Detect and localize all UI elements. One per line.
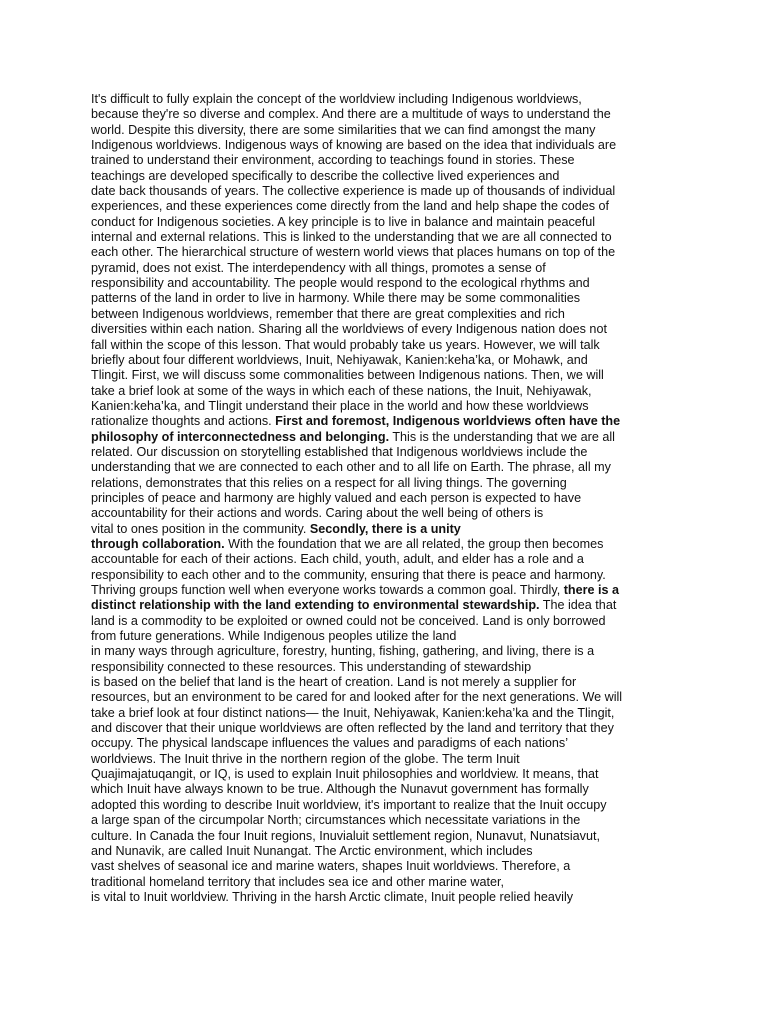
text-line [91,537,691,552]
text-segment: world. Despite this diversity, there are some similarities that we can find amongst the many [91,122,596,137]
text-segment: between Indigenous worldviews, remember that there are great complexities and rich [91,306,565,321]
bold-text-segment: Secondly, there is a unity [309,521,461,536]
text-line [91,859,691,874]
text-line [91,675,691,690]
text-line [91,322,691,337]
bold-text-segment: philosophy of interconnectedness and belonging. [91,429,390,444]
text-segment: patterns of the land in order to live in harmony. While there may be some commonalities [91,291,581,306]
text-segment: take a brief look at four distinct nations— the Inuit, Nehiyawak, Kanien:keha’ka and the Tlingit, [91,705,615,720]
text-segment: conduct for Indigenous societies. A key principle is to live in balance and maintain peaceful [91,214,596,229]
text-segment: responsibility and accountability. The people would respond to the ecological rhythms and [91,276,590,291]
text-line [91,522,691,537]
text-segment: vast shelves of seasonal ice and marine waters, shapes Inuit worldviews. Therefore, a [91,859,571,874]
text-segment: because they're so diverse and complex. And there are a multitude of ways to understand the [91,107,611,122]
text-line [91,629,691,644]
text-line [91,153,691,168]
text-segment: responsibility to each other and to the community, ensuring that there is peace and harmony. [91,567,606,582]
text-line [91,583,691,598]
text-segment: Kanien:keha’ka, and Tlingit understand their place in the world and how these worldviews [91,398,589,413]
text-segment: relations, demonstrates that this relies on a respect for all living things. The governing [91,475,567,490]
text-line [91,721,691,736]
text-line [91,844,691,859]
text-segment: accountable for each of their actions. Each child, youth, adult, and elder has a role and a [91,552,584,567]
text-segment: rationalize thoughts and actions. [91,414,276,429]
text-line [91,368,691,383]
document-body [91,92,691,905]
text-line [91,92,691,107]
text-segment: in many ways through agriculture, forestry, hunting, fishing, gathering, and living, there is a [91,644,595,659]
text-line [91,230,691,245]
text-line [91,430,691,445]
bold-text-segment: distinct relationship with the land extending to environmental stewardship. [91,598,540,613]
text-line [91,445,691,460]
text-segment: worldviews. The Inuit thrive in the northern region of the globe. The term Inuit [91,751,520,766]
text-line [91,491,691,506]
text-segment: land is a commodity to be exploited or owned could not be conceived. Land is only borrowed [91,613,606,628]
text-segment: fall within the scope of this lesson. That would probably take us years. However, we will talk [91,337,600,352]
text-line [91,276,691,291]
text-segment: resources, but an environment to be cared for and looked after for the next generations. We will [91,690,623,705]
text-segment: accountability for their actions and words. Caring about the well being of others is [91,506,544,521]
text-line [91,199,691,214]
text-line [91,184,691,199]
text-line [91,782,691,797]
text-segment: each other. The hierarchical structure of western world views that places humans on top of the [91,245,616,260]
text-segment: date back thousands of years. The collective experience is made up of thousands of individual [91,184,616,199]
text-line [91,829,691,844]
text-line [91,138,691,153]
text-segment: internal and external relations. This is linked to the understanding that we are all connected to [91,230,612,245]
text-line [91,123,691,138]
bold-text-segment: there is a [563,583,620,597]
text-segment: trained to understand their environment, according to teachings found in stories. These [91,153,575,168]
text-segment: and Nunavik, are called Inuit Nunangat. The Arctic environment, which includes [91,843,533,858]
text-segment: pyramid, does not exist. The interdependency with all things, promotes a sense of [91,260,546,275]
text-line [91,476,691,491]
text-segment: This is the understanding that we are all [389,429,615,444]
text-segment: vital to ones position in the community. [91,521,310,536]
text-line [91,552,691,567]
text-segment: With the foundation that we are all related, the group then becomes [224,536,604,551]
text-line [91,568,691,583]
text-segment: Thriving groups function well when everyone works towards a common goal. Thirdly, [91,583,564,597]
text-line [91,399,691,414]
text-line [91,736,691,751]
text-segment: is vital to Inuit worldview. Thriving in the harsh Arctic climate, Inuit people relied heavily [91,889,574,904]
text-segment: and discover that their unique worldviews are often reflected by the land and territory that they [91,721,614,736]
bold-text-segment: First and foremost, Indigenous worldviews often have the [275,414,621,429]
text-line [91,291,691,306]
text-segment: principles of peace and harmony are highly valued and each person is expected to have [91,490,582,505]
text-line [91,506,691,521]
text-line [91,614,691,629]
text-line [91,338,691,353]
text-line [91,460,691,475]
text-line [91,215,691,230]
text-line [91,767,691,782]
text-segment: Tlingit. First, we will discuss some commonalities between Indigenous nations. Then, we will [91,368,604,383]
text-segment: It's difficult to fully explain the concept of the worldview including Indigenous worldviews, [91,92,582,106]
text-segment: The idea that [539,598,617,613]
text-line [91,752,691,767]
text-line [91,875,691,890]
text-segment: from future generations. While Indigenous peoples utilize the land [91,629,457,644]
text-segment: Indigenous worldviews. Indigenous ways of knowing are based on the idea that individuals are [91,138,617,153]
text-line [91,598,691,613]
text-segment: diversities within each nation. Sharing all the worldviews of every Indigenous nation does not [91,322,607,337]
text-segment: which Inuit have always known to be true. Although the Nunavut government has formally [91,782,589,797]
text-segment: is based on the belief that land is the heart of creation. Land is not merely a supplier for [91,675,577,690]
text-line [91,307,691,322]
text-line [91,414,691,429]
text-segment: traditional homeland territory that includes sea ice and other marine water, [91,874,505,889]
text-line [91,245,691,260]
text-line [91,261,691,276]
text-line [91,169,691,184]
text-segment: briefly about four different worldviews, Inuit, Nehiyawak, Kanien:keha’ka, or Mohawk, and [91,352,588,367]
text-line [91,660,691,675]
text-segment: related. Our discussion on storytelling established that Indigenous worldviews include the [91,444,588,459]
text-line [91,798,691,813]
text-line [91,690,691,705]
text-line [91,107,691,122]
text-segment: a large span of the circumpolar North; circumstances which necessitate variations in the [91,813,581,828]
text-segment: experiences, and these experiences come directly from the land and help shape the codes of [91,199,610,214]
text-segment: teachings are developed specifically to describe the collective lived experiences and [91,168,560,183]
text-line [91,706,691,721]
text-line [91,890,691,905]
text-segment: take a brief look at some of the ways in which each of these nations, the Inuit, Nehiyawak, [91,383,592,398]
text-segment: adopted this wording to describe Inuit worldview, it's important to realize that the Inuit occupy [91,797,607,812]
text-line [91,644,691,659]
text-line [91,813,691,828]
text-segment: occupy. The physical landscape influences the values and paradigms of each nations’ [91,736,568,751]
text-line [91,353,691,368]
text-segment: responsibility connected to these resources. This understanding of stewardship [91,659,532,674]
bold-text-segment: through collaboration. [91,536,225,551]
text-segment: understanding that we are connected to each other and to all life on Earth. The phrase, all my [91,460,611,475]
text-segment: culture. In Canada the four Inuit regions, Inuvialuit settlement region, Nunavut, Nunatsiavut, [91,828,600,843]
text-segment: Quajimajatuqangit, or IQ, is used to explain Inuit philosophies and worldview. It means, that [91,767,599,782]
text-line [91,384,691,399]
